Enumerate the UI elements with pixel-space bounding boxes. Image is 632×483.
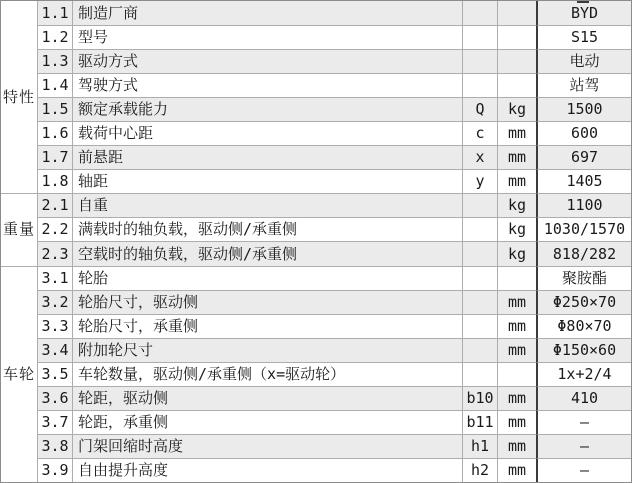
spec-value: Φ250×70 (536, 290, 631, 314)
category-label: 重量 (1, 193, 37, 265)
unit-label: mm (497, 121, 536, 145)
row-number: 1.7 (37, 145, 72, 169)
spec-name: 载荷中心距 (72, 121, 462, 145)
spec-value: 818/282 (536, 241, 631, 265)
spec-name: 车轮数量，驱动侧/承重侧（x=驱动轮） (72, 362, 462, 386)
spec-name: 满载时的轴负载，驱动侧/承重侧 (72, 217, 462, 241)
spec-name: 型号 (72, 25, 462, 49)
unit-label (497, 49, 536, 73)
spec-value: Φ80×70 (536, 314, 631, 338)
row-number: 2.2 (37, 217, 72, 241)
symbol-code: y (462, 169, 497, 193)
spec-name: 前悬距 (72, 145, 462, 169)
symbol-code (462, 338, 497, 362)
unit-label: mm (497, 386, 536, 410)
symbol-code (462, 362, 497, 386)
spec-name: 驾驶方式 (72, 73, 462, 97)
unit-label (497, 25, 536, 49)
row-number: 3.2 (37, 290, 72, 314)
unit-label: mm (497, 314, 536, 338)
spec-value: 697 (536, 145, 631, 169)
spec-name: 驱动方式 (72, 49, 462, 73)
spec-value: – (536, 410, 631, 434)
spec-value: 电动 (536, 49, 631, 73)
symbol-code (462, 217, 497, 241)
spec-name: 轮距，驱动侧 (72, 386, 462, 410)
spec-value: 站驾 (536, 73, 631, 97)
symbol-code (462, 314, 497, 338)
unit-label: mm (497, 458, 536, 482)
symbol-code (462, 1, 497, 25)
spec-value: 1405 (536, 169, 631, 193)
symbol-code: h1 (462, 434, 497, 458)
spec-name: 轮距，承重侧 (72, 410, 462, 434)
row-number: 3.4 (37, 338, 72, 362)
symbol-code (462, 193, 497, 217)
unit-label: mm (497, 410, 536, 434)
spec-name: 自重 (72, 193, 462, 217)
spec-name: 轮胎 (72, 266, 462, 290)
spec-name: 制造厂商 (72, 1, 462, 25)
spec-value: 1x+2/4 (536, 362, 631, 386)
symbol-code: Q (462, 97, 497, 121)
symbol-code: x (462, 145, 497, 169)
row-number: 1.6 (37, 121, 72, 145)
table-top-tick-artifact (577, 1, 589, 3)
row-number: 3.1 (37, 266, 72, 290)
row-number: 1.3 (37, 49, 72, 73)
spec-name: 轮胎尺寸，承重侧 (72, 314, 462, 338)
spec-name: 附加轮尺寸 (72, 338, 462, 362)
unit-label: kg (497, 241, 536, 265)
spec-value: 1030/1570 (536, 217, 631, 241)
category-label: 特性 (1, 1, 37, 193)
category-label: 车轮 (1, 266, 37, 482)
unit-label: mm (497, 145, 536, 169)
row-number: 3.3 (37, 314, 72, 338)
spec-name: 轮胎尺寸，驱动侧 (72, 290, 462, 314)
spec-value: S15 (536, 25, 631, 49)
unit-label (497, 362, 536, 386)
symbol-code (462, 25, 497, 49)
row-number: 1.5 (37, 97, 72, 121)
row-number: 1.2 (37, 25, 72, 49)
row-number: 3.5 (37, 362, 72, 386)
spec-name: 空载时的轴负载，驱动侧/承重侧 (72, 241, 462, 265)
spec-value: 1500 (536, 97, 631, 121)
spec-value: 410 (536, 386, 631, 410)
spec-value: – (536, 458, 631, 482)
unit-label: mm (497, 169, 536, 193)
spec-value: 600 (536, 121, 631, 145)
spec-name: 自由提升高度 (72, 458, 462, 482)
symbol-code (462, 73, 497, 97)
unit-label: kg (497, 97, 536, 121)
row-number: 1.1 (37, 1, 72, 25)
row-number: 1.8 (37, 169, 72, 193)
symbol-code: b11 (462, 410, 497, 434)
spec-value: BYD (536, 1, 631, 25)
row-number: 2.1 (37, 193, 72, 217)
symbol-code (462, 290, 497, 314)
row-number: 3.8 (37, 434, 72, 458)
unit-label (497, 1, 536, 25)
spec-name: 额定承载能力 (72, 97, 462, 121)
unit-label: mm (497, 290, 536, 314)
symbol-code: c (462, 121, 497, 145)
unit-label: mm (497, 434, 536, 458)
spec-value: 1100 (536, 193, 631, 217)
symbol-code: b10 (462, 386, 497, 410)
unit-label: mm (497, 338, 536, 362)
row-number: 3.7 (37, 410, 72, 434)
spec-value: – (536, 434, 631, 458)
spec-value: Φ150×60 (536, 338, 631, 362)
unit-label: kg (497, 193, 536, 217)
unit-label: kg (497, 217, 536, 241)
row-number: 1.4 (37, 73, 72, 97)
row-number: 2.3 (37, 241, 72, 265)
symbol-code (462, 49, 497, 73)
row-number: 3.6 (37, 386, 72, 410)
spec-value: 聚胺酯 (536, 266, 631, 290)
spec-name: 门架回缩时高度 (72, 434, 462, 458)
unit-label (497, 266, 536, 290)
symbol-code: h2 (462, 458, 497, 482)
spec-name: 轴距 (72, 169, 462, 193)
row-number: 3.9 (37, 458, 72, 482)
unit-label (497, 73, 536, 97)
symbol-code (462, 266, 497, 290)
symbol-code (462, 241, 497, 265)
